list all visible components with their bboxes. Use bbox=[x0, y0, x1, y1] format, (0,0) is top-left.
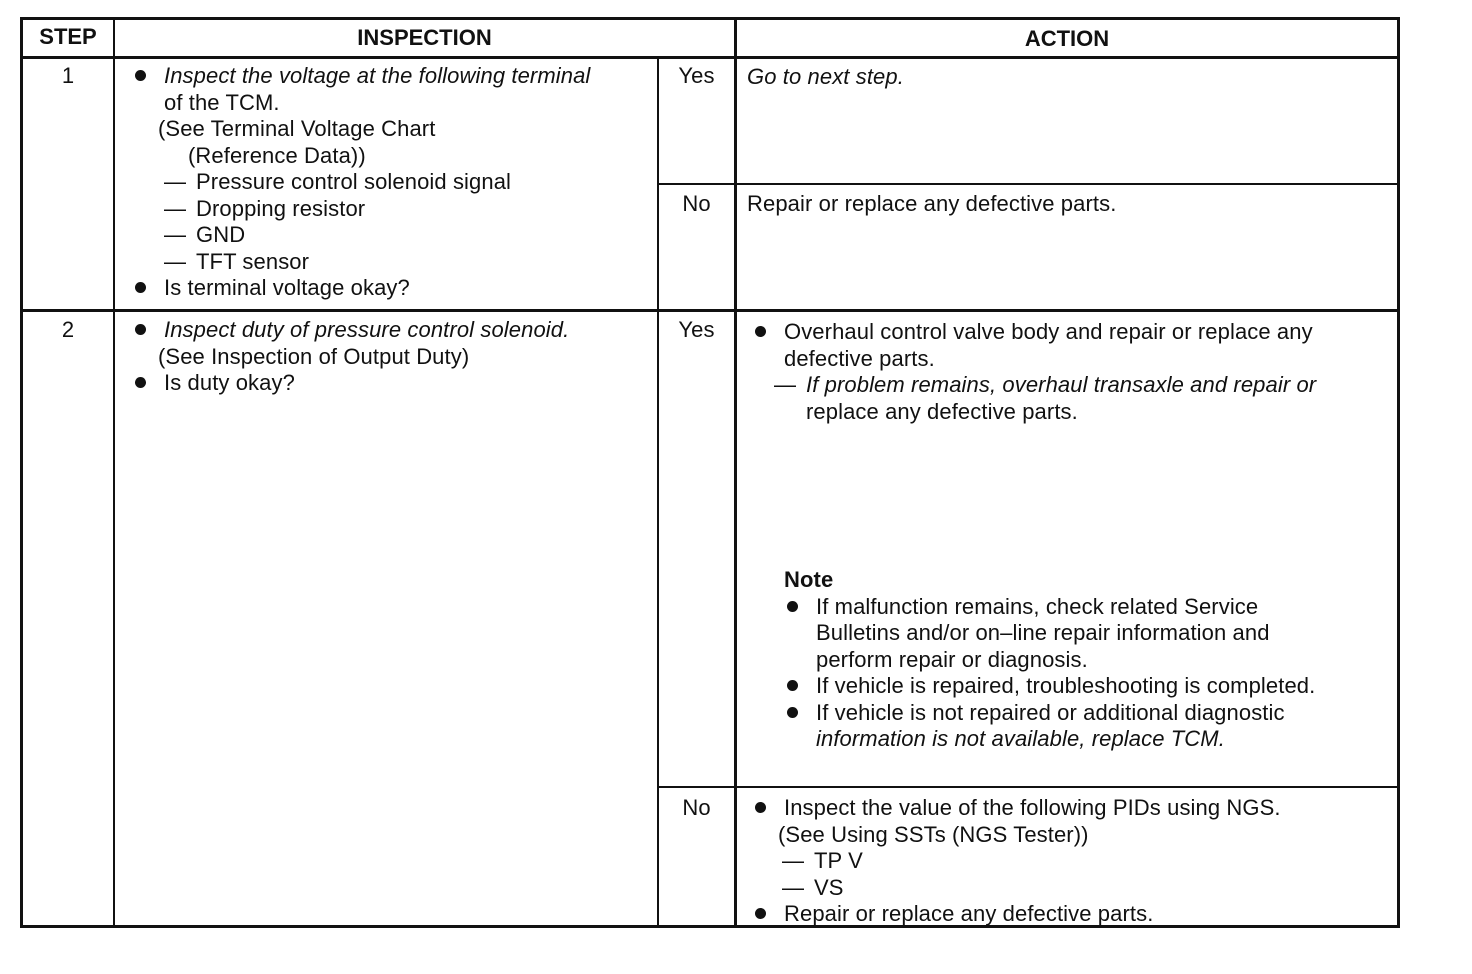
row2-yes-subitem bbox=[752, 372, 1392, 425]
row2-inspection-bullet-1: Inspect duty of pressure control solenoid. bbox=[132, 317, 652, 344]
note-line: If malfunction remains, check related Service bbox=[816, 593, 1259, 619]
note-title: Note bbox=[784, 567, 834, 592]
row1-inspection-reference bbox=[132, 116, 652, 169]
col-divider-action bbox=[734, 17, 737, 928]
row2-inspection-reference: (See Inspection of Output Duty) bbox=[158, 343, 470, 369]
row2-step: 2 bbox=[61, 317, 75, 342]
header-divider bbox=[20, 56, 1400, 59]
row2-no-pid-item: — VS bbox=[782, 875, 1392, 902]
note-line: Bulletins and/or on–line repair information and bbox=[816, 620, 1270, 645]
row1-yes-no-divider bbox=[657, 183, 1400, 185]
row2-yes-line: — If problem remains, overhaul transaxle and repair or bbox=[806, 372, 1317, 397]
row1-inspection-bullet-1 bbox=[132, 63, 652, 116]
note-line: If vehicle is not repaired or additional diagnostic bbox=[816, 699, 1285, 725]
row1-yes-action: Go to next step. bbox=[747, 64, 904, 89]
row2-yes-line: replace any defective parts. bbox=[806, 398, 1078, 424]
row1-inspection-terminal-list bbox=[132, 169, 652, 275]
row2-no-pid-item: — TP V bbox=[782, 848, 1392, 875]
note-bullet-1 bbox=[784, 594, 1384, 674]
row2-no-reference: (See Using SSTs (NGS Tester)) bbox=[778, 821, 1089, 847]
row1-no-label: No bbox=[682, 191, 711, 216]
header-step: STEP bbox=[39, 24, 97, 49]
row2-no-action bbox=[752, 795, 1392, 928]
note-line: information is not available, replace TCM. bbox=[816, 726, 1225, 751]
row2-inspection bbox=[132, 317, 652, 397]
row2-yes-note bbox=[784, 567, 1384, 753]
note-line: perform repair or diagnosis. bbox=[816, 646, 1088, 672]
row2-no-label: No bbox=[682, 795, 711, 820]
row2-no-pid-list bbox=[752, 848, 1392, 901]
note-bullet-3 bbox=[784, 700, 1384, 753]
row1-terminal-item: — GND bbox=[164, 222, 652, 249]
row2-yes-line: defective parts. bbox=[784, 345, 935, 371]
row1-inspection-line: Inspect the voltage at the following terminal bbox=[164, 63, 591, 88]
row1-yes-label: Yes bbox=[678, 63, 715, 88]
row1-step: 1 bbox=[61, 63, 75, 88]
col-divider-step bbox=[113, 17, 115, 928]
header-inspection: INSPECTION bbox=[357, 25, 492, 50]
row1-inspection-line: of the TCM. bbox=[164, 89, 280, 115]
note-bullet-2: If vehicle is repaired, troubleshooting is completed. bbox=[784, 673, 1384, 700]
row2-inspection-bullet-2: Is duty okay? bbox=[132, 370, 652, 397]
row1-inspection-bullet-2: Is terminal voltage okay? bbox=[132, 275, 652, 302]
row1-terminal-item: — TFT sensor bbox=[164, 249, 652, 276]
row2-yes-no-divider bbox=[657, 786, 1400, 788]
row1-inspection-line: (Reference Data)) bbox=[188, 142, 366, 168]
row1-no-action: Repair or replace any defective parts. bbox=[747, 191, 1117, 216]
row1-terminal-item: — Dropping resistor bbox=[164, 196, 652, 223]
row1-inspection-line: (See Terminal Voltage Chart bbox=[158, 116, 436, 141]
header-action: ACTION bbox=[1024, 26, 1110, 51]
row2-no-bullet-1: Inspect the value of the following PIDs using NGS. bbox=[752, 795, 1392, 822]
row1-terminal-item: — Pressure control solenoid signal bbox=[164, 169, 652, 196]
row1-inspection bbox=[132, 63, 652, 302]
row-divider bbox=[20, 309, 1400, 312]
row2-yes-dash bbox=[774, 372, 1392, 425]
row2-yes-action bbox=[752, 319, 1392, 425]
row2-yes-bullet-1 bbox=[752, 319, 1392, 372]
row2-yes-line: Overhaul control valve body and repair or replace any bbox=[784, 319, 1313, 344]
row2-yes-label: Yes bbox=[678, 317, 715, 342]
row2-no-bullet-2: Repair or replace any defective parts. bbox=[752, 901, 1392, 928]
